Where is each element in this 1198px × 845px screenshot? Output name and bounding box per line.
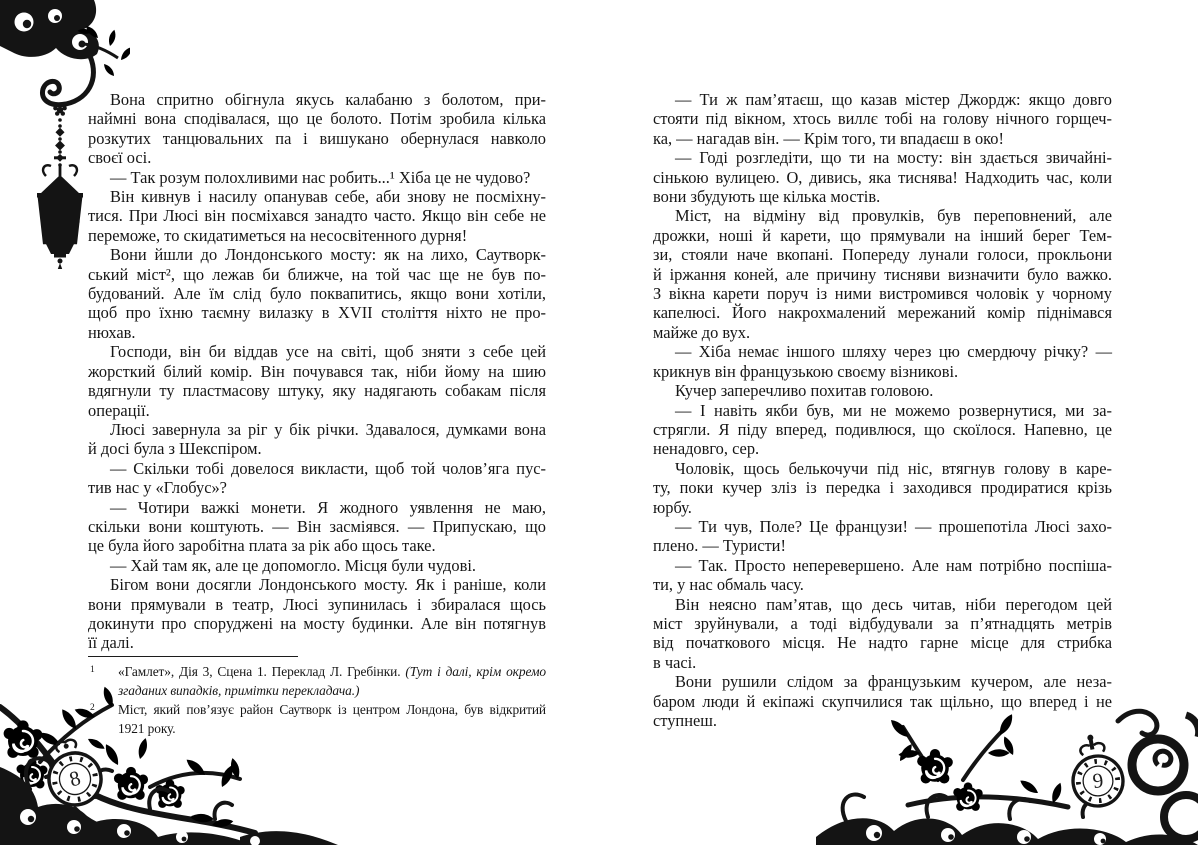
text-line: операції. bbox=[88, 400, 150, 420]
text-line: тив нас у «Глобус»? bbox=[88, 478, 227, 498]
text-line: — Скільки тобі довелося викласти, щоб той чолов’яга пус- bbox=[110, 458, 546, 478]
text-line: Вони рушили слідом за французьким кучером, але неза- bbox=[675, 672, 1112, 692]
text-line: будований. Але їм слід було поквапитись, якщо вони хотіли, bbox=[88, 284, 546, 304]
text-line: в часі. bbox=[653, 652, 697, 672]
hook-curl bbox=[42, 52, 93, 105]
text-line: докинути про споруджені на мосту будинки. Але він потягнув bbox=[88, 613, 546, 633]
footnote-line: 1921 року. bbox=[118, 721, 176, 736]
text-line: Кучер заперечливо похитав головою. bbox=[675, 381, 934, 401]
text-line: майже до вух. bbox=[653, 322, 751, 342]
text-line: Бігом вони досягли Лондонського мосту. Як і раніше, коли bbox=[110, 575, 546, 595]
text-line: розкутих танцювальних па і вишукано обернулася навколо bbox=[88, 128, 546, 148]
text-line: — Так. Просто неперевершено. Але нам потрібно поспіша- bbox=[675, 555, 1112, 575]
text-line: нюхав. bbox=[88, 322, 136, 342]
text-line: ти, у нас обмаль часу. bbox=[653, 575, 804, 595]
footnote bbox=[88, 700, 546, 738]
text-line: Він неясно пам’ятав, що десь читав, ніби перегодом цей bbox=[675, 594, 1112, 614]
text-line: вдягнули ту пластмасову штуку, яку надягають собакам після bbox=[88, 381, 546, 401]
text-line: щоб про їхню таємну вилазку в XVII століття ніхто не про- bbox=[88, 303, 546, 323]
bottom-scroll-mass bbox=[816, 794, 1198, 845]
footnote-line: «Гамлет», Дія 3, Сцена 1. Переклад Л. Гребінки. (Тут і далі, крім окремо bbox=[118, 664, 546, 679]
text-line: Вони йшли до Лондонського мосту: як на лихо, Саутворк- bbox=[110, 245, 546, 265]
text-line: ненадовго, сер. bbox=[653, 439, 760, 459]
chain bbox=[53, 103, 67, 167]
right-page-text bbox=[653, 90, 1112, 730]
text-line: — Хіба немає іншого шляху через цю смердючу річку? — bbox=[675, 342, 1112, 362]
text-line: стрягли. Я піду вперед, подивлюся, що скоїлося. Напевно, це bbox=[653, 419, 1112, 439]
text-line: ту, поки кучер зліз із передка і заходився продиратися крізь bbox=[653, 478, 1112, 498]
lantern-icon bbox=[37, 165, 83, 269]
footnote-marker: 1 bbox=[90, 665, 95, 675]
text-line: крикнув він французькою своєму візникові. bbox=[653, 361, 959, 381]
footnote-marker: 2 bbox=[90, 703, 95, 713]
scroll-rings bbox=[1118, 711, 1198, 839]
text-line: її далі. bbox=[88, 633, 134, 653]
text-line: наймні вона сподівалася, що це болото. Потім зробила кілька bbox=[88, 109, 546, 129]
text-line: скільки вони коштують. — Він засміявся. — Припускаю, що bbox=[88, 516, 546, 536]
text-line: — І навіть якби був, ми не можемо розвернутися, ми за- bbox=[675, 400, 1112, 420]
text-line: Він кивнув і насилу опанував себе, аби знову не посміхну- bbox=[110, 187, 546, 207]
text-line: З вікна карети поруч із ними вистромився чоловік у чорному bbox=[653, 284, 1112, 304]
text-line: жорсткий білий комір. Він почувався так, ніби йому на шию bbox=[88, 361, 546, 381]
text-line: вони прямували в театр, Люсі зупинилась і збиралася щось bbox=[88, 594, 546, 614]
footnote-rule bbox=[88, 656, 298, 657]
text-line: — Ти чув, Поле? Це французи! — прошепотіла Люсі захо- bbox=[675, 516, 1112, 536]
footnote-block bbox=[88, 656, 546, 738]
text-line: стояти під вікном, хтось виллє тобі на голову нічного горщеч- bbox=[653, 109, 1112, 129]
text-line: Господи, він би віддав усе на світі, щоб зняти з себе цей bbox=[110, 342, 546, 362]
text-line: від початкового місця. Не надто гарне місце для стрибка bbox=[653, 633, 1112, 653]
text-line: — Чотири важкі монети. Я жодного уявлення не маю, bbox=[110, 497, 546, 517]
left-page-text bbox=[88, 90, 546, 653]
text-line: — Годі розгледіти, що ти на мосту: він здається звичайні- bbox=[675, 148, 1112, 168]
text-line: Чоловік, щось белькочучи під ніс, втягнув голову в каре- bbox=[675, 458, 1112, 478]
footnote-line: згаданих випадків, примітки перекладача.) bbox=[118, 683, 360, 698]
text-line: сінькою вулицею. О, дивись, яка тиснява! Надходить час, коли bbox=[653, 167, 1112, 187]
text-line: дрожки, ноші й карети, що прямували на інший берег Тем- bbox=[653, 225, 1112, 245]
page-number-left: 8 bbox=[66, 765, 84, 792]
text-line: ступнеш. bbox=[653, 711, 717, 730]
text-line: вони збудують ще кілька мостів. bbox=[653, 187, 881, 207]
text-line: й досі була з Шекспіром. bbox=[88, 439, 262, 459]
text-line: ка, — нагадав він. — Крім того, ти впадаєш в око! bbox=[653, 128, 1004, 148]
text-line: — Хай там як, але це допомогло. Місця були чудові. bbox=[110, 555, 476, 575]
text-line: юрбу. bbox=[653, 497, 692, 517]
footnote-line: Міст, який пов’язує район Саутворк із центром Лондона, був відкритий bbox=[118, 702, 546, 717]
text-line: тися. При Люсі він посміхався занадто часто. Якщо він себе не bbox=[88, 206, 546, 226]
text-line: своєї осі. bbox=[88, 148, 152, 168]
text-line: зи, стояли наче вкопані. Попереду лунали голоси, прокльони bbox=[653, 245, 1112, 265]
text-line: капелюсі. Його накрохмалений мережаний комір піднімався bbox=[653, 303, 1112, 323]
footnote-list bbox=[88, 662, 546, 738]
page-number-right: 9 bbox=[1091, 767, 1105, 794]
text-line: Люсі завернула за ріг у бік річки. Здавалося, думками вона bbox=[110, 419, 546, 439]
text-line: Міст, на відміну від провулків, був переповнений, але bbox=[675, 206, 1112, 226]
footnote bbox=[88, 662, 546, 700]
text-line: міст зруйнували, а тоді відбудували за п’ятнадцять метрів bbox=[653, 613, 1112, 633]
text-line: — Ти ж пам’ятаєш, що казав містер Джордж: якщо довго bbox=[675, 90, 1112, 109]
text-line: баром люди й екіпажі скупчилися так щільно, що вперед і не bbox=[653, 691, 1112, 711]
text-line: це була його заробітна плата за рік або щось таке. bbox=[88, 536, 436, 556]
text-line: плено. — Туристи! bbox=[653, 536, 786, 556]
text-line: й іржання коней, але причину тисняви визначити було важко. bbox=[653, 264, 1112, 284]
text-line: переможе, то скидатиметься на несосвітенного дурня! bbox=[88, 225, 468, 245]
text-line: Вона спритно обігнула якусь калабаню з болотом, при- bbox=[110, 90, 546, 109]
text-line: ський міст², що лежав би ближче, на той час ще не був по- bbox=[88, 264, 546, 284]
text-line: — Так розум полохливими нас робить...¹ Хіба це не чудово? bbox=[110, 167, 531, 187]
